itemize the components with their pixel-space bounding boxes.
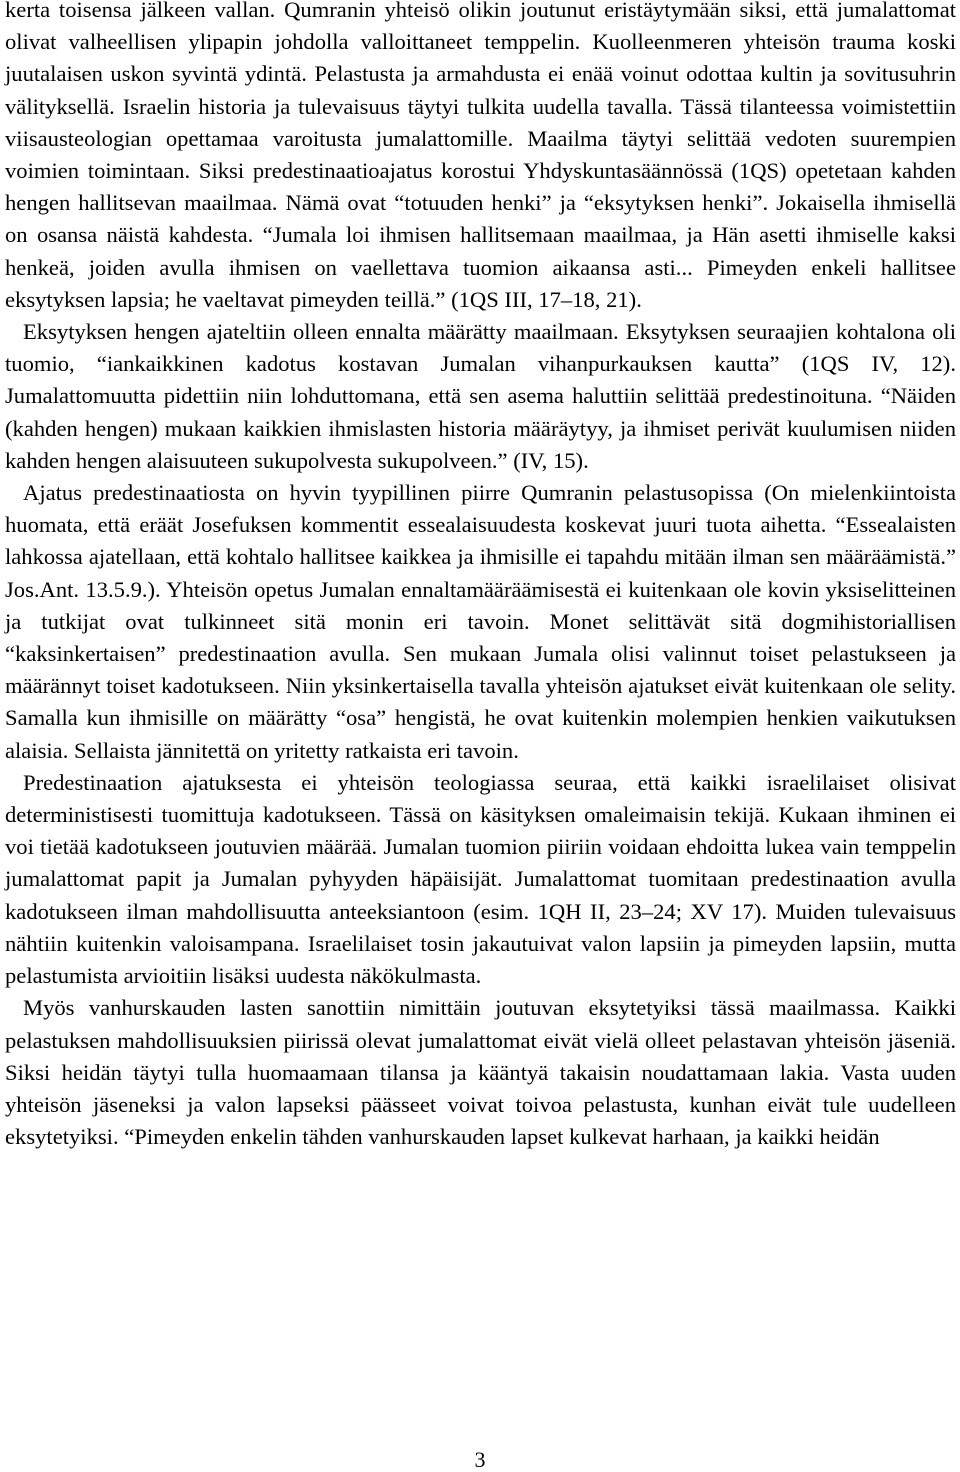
page-number: 3 — [474, 1447, 486, 1472]
paragraph-4: Predestinaation ajatuksesta ei yhteisön teologiassa seuraa, että kaikki israelilaiset olisivat deterministisesti tuomittuja kadotukseen. Tässä on käsityksen omaleimaisin tekijä. Kukaan ihminen ei voi tietää kadotukseen joutuvien määrää. Jumalan tuomion piiriin voidaan ehdoitta lukea vain temppelin jumalattomat papit ja Jumalan pyhyyden häpäisijät. Jumalattomat tuomitaan predestinaation avulla kadotukseen ilman mahdollisuutta anteeksiantoon (esim. 1QH II, 23–24; XV 17). Muiden tulevaisuus nähtiin kuitenkin valoisampana. Israelilaiset tosin jakautuivat valon lapsiin ja pimeyden lapsiin, mutta pelastumista arvioitiin lisäksi uudesta näkökulmasta. — [5, 769, 956, 989]
paragraph-2: Eksytyksen hengen ajateltiin olleen ennalta määrätty maailmaan. Eksytyksen seuraajien kohtalona oli tuomio, “iankaikkinen kadotus kostavan Jumalan vihanpurkauksen kautta” (1QS IV, 12). Jumalattomuutta pidettiin niin lohduttomana, että sen asema haluttiin selittää predestinoituna. “Näiden (kahden hengen) mukaan kaikkien ihmislasten historia määräytyy, ja ihmiset perivät kuulumisen niiden kahden hengen alaisuuteen sukupolvesta sukupolveen.” (IV, 15). — [5, 319, 956, 473]
body-text — [5, 0, 956, 1153]
paragraph-5: Myös vanhurskauden lasten sanottiin nimittäin joutuvan eksytetyiksi tässä maailmassa. Kaikki pelastuksen mahdollisuuksien piirissä olevat jumalattomat eivät vielä olleet pelastavan yhteisön jäseniä. Siksi heidän täytyi tulla huomaamaan tilansa ja kääntyä takaisin noudattamaan lakia. Vasta uuden yhteisön jäseneksi ja valon lapseksi päässeet voivat toivoa pelastusta, kunhan eivät tule uudelleen eksytetyiksi. “Pimeyden enkelin tähden vanhurskauden lapset kulkevat harhaan, ja kaikki heidän — [5, 995, 956, 1150]
paragraph-3: Ajatus predestinaatiosta on hyvin tyypillinen piirre Qumranin pelastusopissa (On mielenkiintoista huomata, että eräät Josefuksen kommentit essealaisuudesta koskevat juuri tuota aihetta. “Essealaisten lahkossa ajatellaan, että kohtalo hallitsee kaikkea ja ihmisille ei tapahdu mitään ilman sen määräämistä.” Jos.Ant. 13.5.9.). Yhteisön opetus Jumalan ennaltamääräämisestä ei kuitenkaan ole kovin yksiselitteinen ja tutkijat ovat tulkinneet sitä monin eri tavoin. Monet selittävät sitä dogmihistoriallisen “kaksinkertaisen” predestinaation avulla. Sen mukaan Jumala olisi valinnut toiset pelastukseen ja määrännyt toiset kadotukseen. Niin yksinkertaisella tavalla yhteisön ajatukset eivät kuitenkaan ole selity. Samalla kun ihmisille on määrätty “osa” hengistä, he ovat kuitenkin molempien henkien vaikutuksen alaisia. Sellaista jännitettä on yritetty ratkaista eri tavoin. — [5, 480, 956, 763]
paragraph-1: kerta toisensa jälkeen vallan. Qumranin yhteisö olikin joutunut eristäytymään siksi, että jumalattomat olivat valheellisen ylipapin johdolla valloittaneet temppelin. Kuolleenmeren yhteisön trauma koski juutalaisen uskon syvintä ydintä. Pelastusta ja armahdusta ei enää voinut odottaa kultin ja sovitusuhrin välityksellä. Israelin historia ja tulevaisuus täytyi tulkita uudella tavalla. Tässä tilanteessa voimistettiin viisausteologian opettamaa varoitusta jumalattomille. Maailma täytyi selittää vedoten suurempien voimien toimintaan. Siksi predestinaatioajatus korostui Yhdyskuntasäännössä (1QS) opetetaan kahden hengen hallitsevan maailmaa. Nämä ovat “totuuden henki” ja “eksytyksen henki”. Jokaisella ihmisellä on osansa näistä kahdesta. “Jumala loi ihmisen hallitsemaan maailmaa, ja Hän asetti ihmiselle kaksi henkeä, joiden avulla ihmisen on vaellettava tuomion aikaansa asti... Pimeyden enkeli hallitsee eksytyksen lapsia; he vaeltavat pimeyden teillä.” (1QS III, 17–18, 21). — [5, 0, 956, 312]
